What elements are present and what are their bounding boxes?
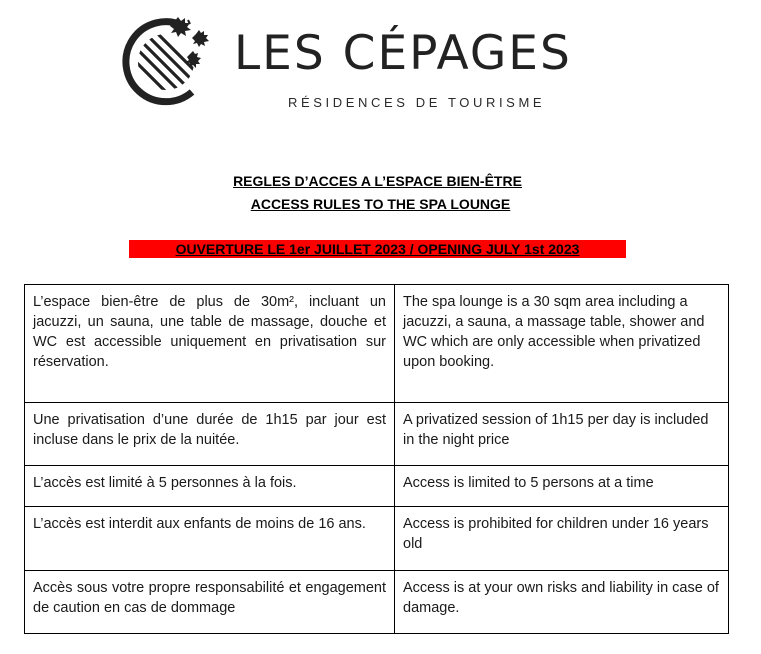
rule-english: A privatized session of 1h15 per day is included in the night price [395, 403, 729, 466]
brand-logo [122, 12, 622, 112]
table-row [25, 466, 729, 507]
table-row [25, 285, 729, 403]
rule-english: Access is limited to 5 persons at a time [395, 466, 729, 507]
rule-english: Access is prohibited for children under 16 years old [395, 507, 729, 571]
rule-english: The spa lounge is a 30 sqm area including a jacuzzi, a sauna, a massage table, shower and WC which are only accessible when privatized upon booking. [395, 285, 729, 403]
rules-table [24, 284, 729, 634]
rule-french: Accès sous votre propre responsabilité et engagement de caution en cas de dommage [25, 571, 395, 634]
title-french: REGLES D’ACCES A L’ESPACE BIEN-ÊTRE [233, 173, 522, 189]
rule-french: L’accès est limité à 5 personnes à la fois. [25, 466, 395, 507]
title-english: ACCESS RULES TO THE SPA LOUNGE [250, 196, 511, 212]
table-row [25, 507, 729, 571]
brand-subtitle: RÉSIDENCES DE TOURISME [288, 95, 546, 110]
rule-french: L’accès est interdit aux enfants de moins de 16 ans. [25, 507, 395, 571]
table-row [25, 403, 729, 466]
rule-french: L’espace bien-être de plus de 30m², incluant un jacuzzi, un sauna, une table de massage, douche et WC est accessible uniquement en privatisation sur réservation. [25, 285, 395, 403]
grape-vine-emblem-icon [122, 14, 214, 106]
rule-french: Une privatisation d’une durée de 1h15 par jour est incluse dans le prix de la nuitée. [25, 403, 395, 466]
rule-english: Access is at your own risks and liability in case of damage. [395, 571, 729, 634]
brand-name: LES CÉPAGES [234, 26, 572, 81]
opening-date-banner: OUVERTURE LE 1er JUILLET 2023 / OPENING JULY 1st 2023 [129, 240, 626, 258]
table-row [25, 571, 729, 634]
